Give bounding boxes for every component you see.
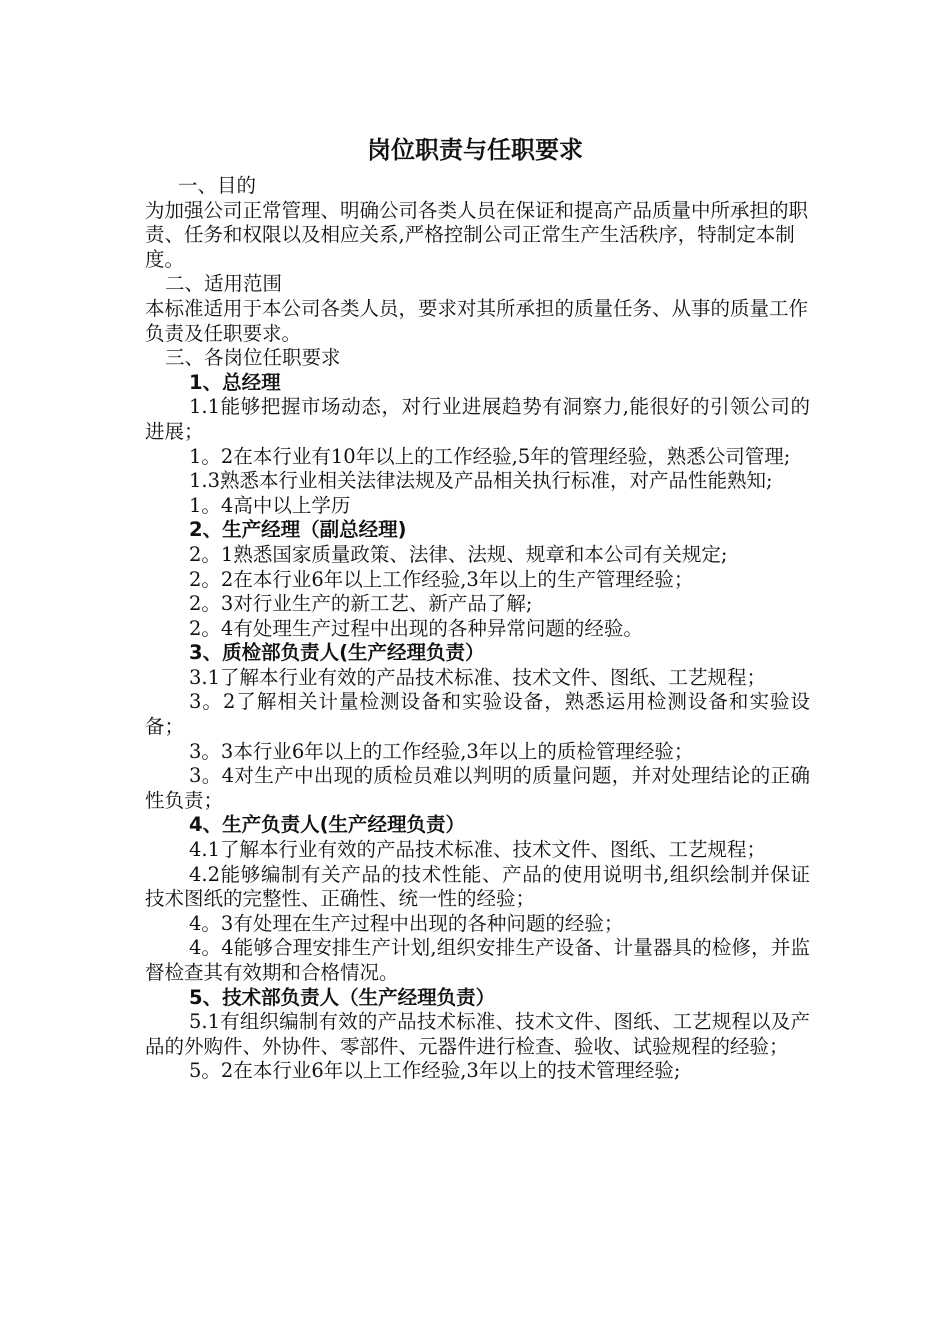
document-body bbox=[145, 174, 810, 1084]
list-item: 1.3熟悉本行业相关法律法规及产品相关执行标准，对产品性能熟知; bbox=[189, 469, 773, 493]
role-heading: 3、质检部负责人(生产经理负责） bbox=[189, 641, 485, 665]
role-heading: 2、生产经理（副总经理) bbox=[189, 518, 407, 542]
list-item: 3.1了解本行业有效的产品技术标准、技术文件、图纸、工艺规程； bbox=[189, 665, 767, 689]
section-heading: 二、适用范围 bbox=[165, 272, 283, 296]
list-item: 2。2在本行业6年以上工作经验,3年以上的生产管理经验； bbox=[189, 567, 694, 591]
list-item: 5。2在本行业6年以上工作经验,3年以上的技术管理经验; bbox=[189, 1059, 681, 1083]
list-item: 2。3对行业生产的新工艺、新产品了解; bbox=[189, 592, 533, 616]
list-item: 1。4高中以上学历 bbox=[189, 493, 351, 517]
list-item: 1.1能够把握市场动态，对行业进展趋势有洞察力,能很好的引领公司的进展； bbox=[145, 395, 810, 443]
paragraph: 为加强公司正常管理、明确公司各类人员在保证和提高产品质量中所承担的职责、任务和权限以及相应关系,严格控制公司正常生产生活秩序，特制定本制度。 bbox=[145, 198, 809, 271]
list-item: 2。1熟悉国家质量政策、法律、法规、规章和本公司有关规定; bbox=[189, 542, 728, 566]
page-title: 岗位职责与任职要求 bbox=[367, 136, 583, 164]
list-item: 3。4对生产中出现的质检员难以判明的质量问题，并对处理结论的正确性负责； bbox=[145, 764, 810, 812]
list-item: 4。3有处理在生产过程中出现的各种问题的经验； bbox=[189, 911, 624, 935]
list-item: 4。4能够合理安排生产计划,组织安排生产设备、计量器具的检修，并监督检查其有效期和合格情况。 bbox=[145, 936, 810, 984]
role-heading: 4、生产负责人(生产经理负责） bbox=[189, 813, 465, 837]
list-item: 3。3本行业6年以上的工作经验,3年以上的质检管理经验； bbox=[189, 739, 694, 763]
list-item: 3。2了解相关计量检测设备和实验设备，熟悉运用检测设备和实验设备； bbox=[145, 690, 810, 739]
list-item: 5.1有组织编制有效的产品技术标准、技术文件、图纸、工艺规程以及产品的外购件、外协件、零部件、元器件进行检查、验收、试验规程的经验； bbox=[145, 1010, 810, 1058]
role-heading: 1、总经理 bbox=[189, 370, 281, 394]
list-item: 4.1了解本行业有效的产品技术标准、技术文件、图纸、工艺规程； bbox=[189, 838, 767, 862]
list-item: 1。2在本行业有10年以上的工作经验,5年的管理经验，熟悉公司管理; bbox=[189, 444, 791, 468]
section-heading: 三、各岗位任职要求 bbox=[165, 346, 341, 370]
role-heading: 5、技术部负责人（生产经理负责） bbox=[189, 985, 496, 1009]
section-heading: 一、目的 bbox=[178, 174, 257, 197]
list-item: 2。4有处理生产过程中出现的各种异常问题的经验。 bbox=[189, 616, 643, 640]
paragraph: 本标准适用于本公司各类人员，要求对其所承担的质量任务、从事的质量工作负责及任职要求。 bbox=[145, 296, 809, 345]
list-item: 4.2能够编制有关产品的技术性能、产品的使用说明书,组织绘制并保证技术图纸的完整性、正确性、统一性的经验； bbox=[145, 862, 810, 911]
